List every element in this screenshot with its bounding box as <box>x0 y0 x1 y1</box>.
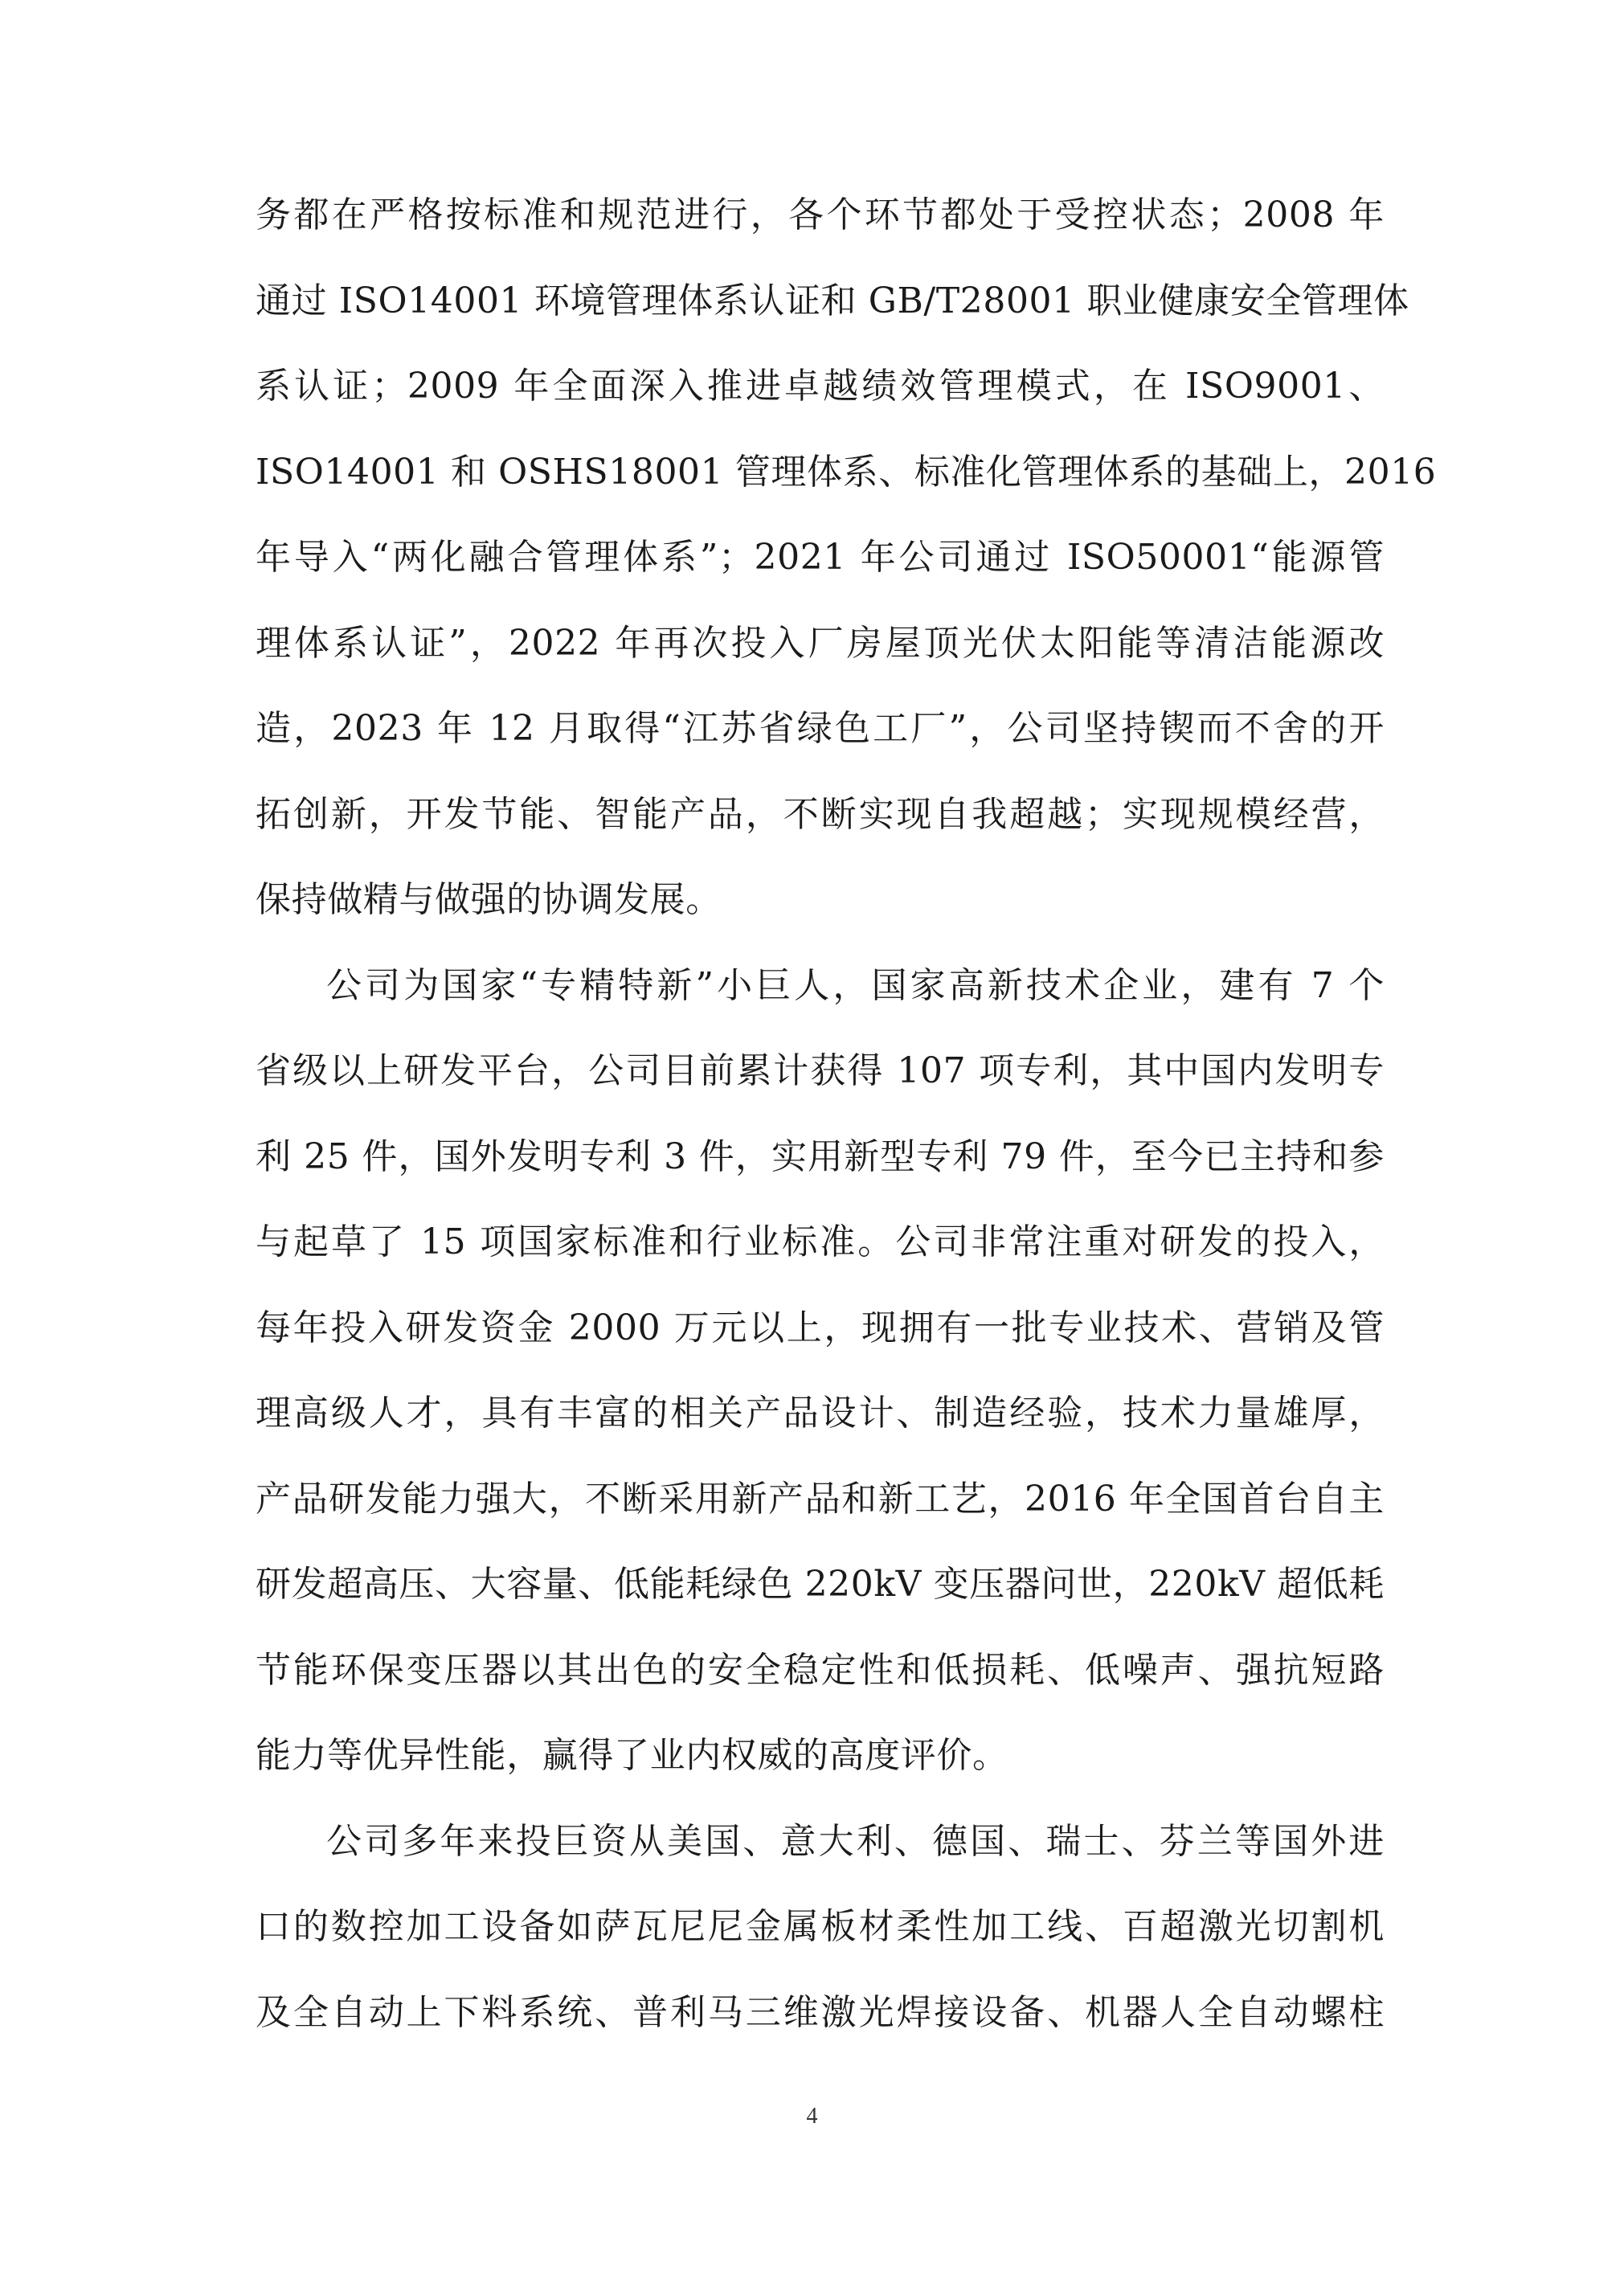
text-line: 年导入“两化融合管理体系”；2021 年公司通过 ISO50001“能源管 <box>256 537 1385 578</box>
text-line: 系认证；2009 年全面深入推进卓越绩效管理模式，在 ISO9001、 <box>256 366 1385 407</box>
text-line: 公司为国家“专精特新”小巨人，国家高新技术企业，建有 7 个 <box>326 964 1385 1006</box>
text-line: 利 25 件，国外发明专利 3 件，实用新型专利 79 件，至今已主持和参 <box>256 1135 1385 1177</box>
text-line: 产品研发能力强大，不断采用新产品和新工艺，2016 年全国首台自主 <box>256 1478 1385 1520</box>
text-line: 能力等优异性能，赢得了业内权威的高度评价。 <box>256 1735 1008 1776</box>
paragraph-1 <box>256 173 1437 943</box>
text-line: 保持做精与做强的协调发展。 <box>256 879 722 920</box>
text-line: 研发超高压、大容量、低能耗绿色 220kV 变压器问世，220kV 超低耗 <box>256 1564 1385 1605</box>
text-line: 每年投入研发资金 2000 万元以上，现拥有一批专业技术、营销及管 <box>256 1307 1385 1348</box>
text-line: 造，2023 年 12 月取得“江苏省绿色工厂”，公司坚持锲而不舍的开 <box>256 708 1385 749</box>
text-line: 省级以上研发平台，公司目前累计获得 107 项专利，其中国内发明专 <box>256 1050 1385 1091</box>
document-body <box>256 173 1437 2056</box>
text-line: 及全自动上下料系统、普利马三维激光焊接设备、机器人全自动螺柱 <box>256 1991 1385 2033</box>
text-line: 务都在严格按标准和规范进行，各个环节都处于受控状态；2008 年 <box>256 194 1385 235</box>
text-line: 公司多年来投巨资从美国、意大利、德国、瑞士、芬兰等国外进 <box>326 1820 1385 1862</box>
text-line: 理体系认证”，2022 年再次投入厂房屋顶光伏太阳能等清洁能源改 <box>256 622 1385 664</box>
text-line: 拓创新，开发节能、智能产品，不断实现自我超越；实现规模经营， <box>256 793 1385 835</box>
paragraph-2 <box>256 943 1385 1799</box>
text-line: 口的数控加工设备如萨瓦尼尼金属板材柔性加工线、百超激光切割机 <box>256 1906 1385 1947</box>
text-line: 与起草了 15 项国家标准和行业标准。公司非常注重对研发的投入， <box>256 1221 1385 1262</box>
text-line: 理高级人才，具有丰富的相关产品设计、制造经验，技术力量雄厚， <box>256 1393 1385 1434</box>
text-line: ISO14001 和 OSHS18001 管理体系、标准化管理体系的基础上，2016 <box>256 451 1437 493</box>
page-number: 4 <box>806 2104 818 2129</box>
paragraph-3 <box>256 1799 1385 2056</box>
text-line: 通过 ISO14001 环境管理体系认证和 GB/T28001 职业健康安全管理体 <box>256 280 1409 321</box>
text-line: 节能环保变压器以其出色的安全稳定性和低损耗、低噪声、强抗短路 <box>256 1649 1385 1691</box>
